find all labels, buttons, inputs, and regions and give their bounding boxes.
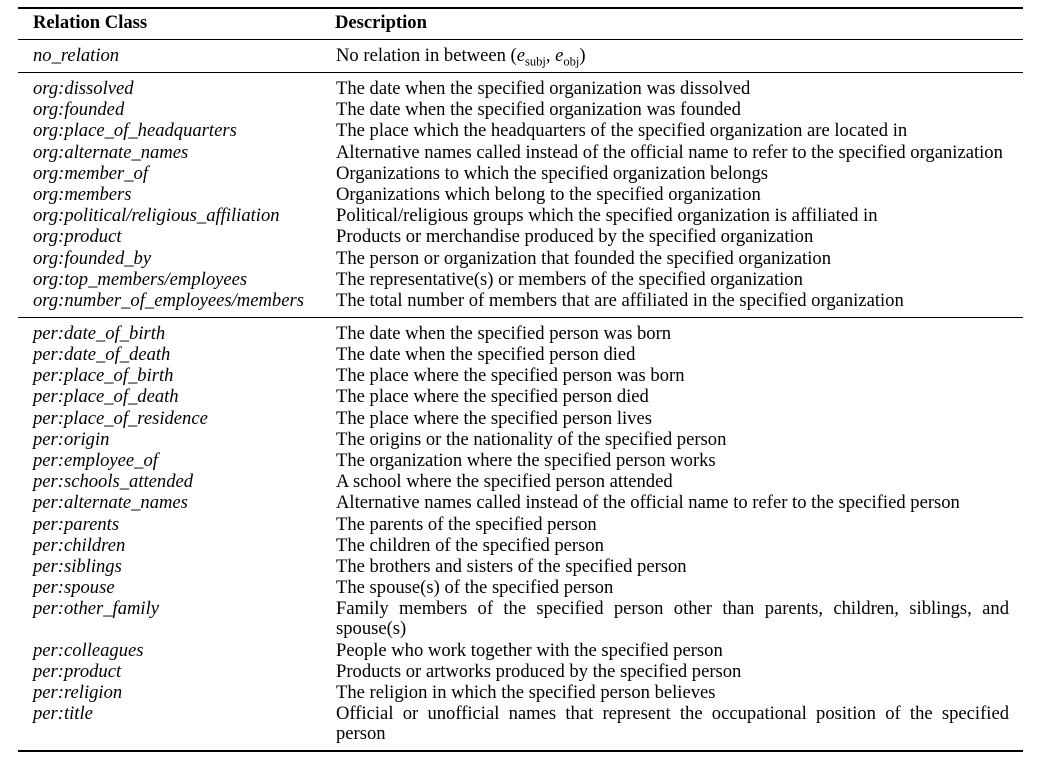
table-row xyxy=(18,429,1023,450)
relation-class-cell: per:religion xyxy=(33,681,123,703)
no-relation-section xyxy=(18,40,1023,73)
relation-class-cell: org:member_of xyxy=(33,162,148,184)
entity-variable: e xyxy=(555,45,564,66)
relation-class-cell: org:political/religious_affiliation xyxy=(33,205,280,227)
relation-class-cell: org:alternate_names xyxy=(33,141,189,163)
table-row xyxy=(18,344,1023,365)
description-cell: The date when the specified organization was founded xyxy=(336,99,741,121)
table-row xyxy=(18,40,1023,73)
description-cell: Alternative names called instead of the official name to refer to the specified person xyxy=(336,492,960,514)
relation-class-cell: per:colleagues xyxy=(33,639,144,661)
relation-class-cell: per:spouse xyxy=(33,577,115,599)
description-cell: The date when the specified person was born xyxy=(336,322,672,344)
relation-class-cell: per:children xyxy=(33,534,126,556)
relation-class-cell: per:date_of_birth xyxy=(33,322,166,344)
relation-class-cell: per:date_of_death xyxy=(33,344,171,366)
table-row xyxy=(18,578,1023,599)
table-row xyxy=(18,387,1023,408)
description-text: , xyxy=(545,45,556,66)
description-cell: The representative(s) or members of the specified organization xyxy=(336,268,803,290)
table-row xyxy=(18,472,1023,493)
header-description: Description xyxy=(335,12,427,33)
description-cell: People who work together with the specified person xyxy=(336,639,723,661)
table-row xyxy=(18,290,1023,317)
table-row xyxy=(18,703,1023,751)
description-cell: The place where the specified person lives xyxy=(336,407,652,429)
relation-class-cell: per:place_of_death xyxy=(33,386,179,408)
table-row xyxy=(18,682,1023,703)
table-row xyxy=(18,450,1023,471)
relation-class-cell: per:origin xyxy=(33,428,110,450)
description-cell: Products or artworks produced by the specified person xyxy=(336,660,742,682)
relation-class-cell: org:dissolved xyxy=(33,78,134,99)
description-cell: The religion in which the specified person believes xyxy=(336,681,716,703)
description-cell: Family members of the specified person other than parents, children, siblings, and spouse(s) xyxy=(336,598,1009,640)
table-row xyxy=(18,640,1023,661)
description-cell: The organization where the specified person works xyxy=(336,450,716,471)
relation-class-cell: per:schools_attended xyxy=(33,471,194,493)
table-row xyxy=(18,514,1023,535)
description-cell: A school where the specified person attended xyxy=(336,471,673,493)
relation-class-cell: per:other_family xyxy=(33,598,159,620)
table-row xyxy=(18,248,1023,269)
table-row xyxy=(18,100,1023,121)
relation-class-cell: org:product xyxy=(33,226,122,248)
table-row xyxy=(18,73,1023,100)
description-cell: Organizations which belong to the specified organization xyxy=(336,183,761,205)
org-section xyxy=(18,73,1023,318)
relation-class-cell: org:founded xyxy=(33,99,125,121)
table-row xyxy=(18,599,1023,640)
description-cell: Organizations to which the specified organization belongs xyxy=(336,162,769,184)
description-cell: Political/religious groups which the specified organization is affiliated in xyxy=(336,205,878,227)
relation-class-cell: per:place_of_birth xyxy=(33,365,174,387)
table-row xyxy=(18,366,1023,387)
relation-class-cell: org:place_of_headquarters xyxy=(33,120,237,142)
header-relation-class: Relation Class xyxy=(33,12,148,33)
description-cell: The place which the headquarters of the specified organization are located in xyxy=(336,120,908,142)
table-row xyxy=(18,184,1023,205)
table-row xyxy=(18,163,1023,184)
table-row xyxy=(18,206,1023,227)
relation-class-table xyxy=(18,7,1023,752)
table-row xyxy=(18,408,1023,429)
entity-subscript: subj xyxy=(524,54,546,69)
description-cell: Official or unofficial names that represent the occupational position of the specified person xyxy=(336,703,1009,745)
description-cell: The date when the specified organization was dissolved xyxy=(336,78,751,99)
relation-class-cell: org:members xyxy=(33,183,132,205)
table-row xyxy=(18,535,1023,556)
table-header xyxy=(18,8,1023,40)
table-row xyxy=(18,269,1023,290)
description-cell: The children of the specified person xyxy=(336,534,604,556)
table-row xyxy=(18,227,1023,248)
table-row xyxy=(18,661,1023,682)
per-section xyxy=(18,317,1023,751)
table-row xyxy=(18,317,1023,344)
relation-class-cell: no_relation xyxy=(33,45,120,66)
description-cell: The brothers and sisters of the specified person xyxy=(336,555,687,577)
relation-class-cell: org:top_members/employees xyxy=(33,268,248,290)
relation-class-cell: per:product xyxy=(33,660,122,682)
description-cell: Alternative names called instead of the official name to refer to the specified organization xyxy=(336,141,1003,163)
relation-class-cell: org:founded_by xyxy=(33,247,152,269)
description-cell: The parents of the specified person xyxy=(336,513,597,535)
table-row xyxy=(18,142,1023,163)
table-row xyxy=(18,556,1023,577)
relation-class-cell: per:siblings xyxy=(33,555,122,577)
relation-class-cell: per:place_of_residence xyxy=(33,407,208,429)
relation-class-cell: per:title xyxy=(33,703,93,725)
description-cell: The origins or the nationality of the specified person xyxy=(336,428,727,450)
table-row xyxy=(18,493,1023,514)
description-text: No relation in between ( xyxy=(336,45,517,66)
description-cell: Products or merchandise produced by the specified organization xyxy=(336,226,814,248)
description-cell: The date when the specified person died xyxy=(336,344,636,366)
description-cell: The place where the specified person was born xyxy=(336,365,685,387)
table-row xyxy=(18,121,1023,142)
description-cell: The place where the specified person died xyxy=(336,386,649,408)
entity-variable: e xyxy=(516,45,525,66)
description-cell: The total number of members that are affiliated in the specified organization xyxy=(336,289,904,311)
header-row xyxy=(18,8,1023,40)
description-cell: The spouse(s) of the specified person xyxy=(336,577,614,599)
entity-subscript: obj xyxy=(563,54,580,69)
relation-class-cell: org:number_of_employees/members xyxy=(33,289,304,311)
description-text: ) xyxy=(579,45,586,66)
relation-class-cell: per:alternate_names xyxy=(33,492,188,514)
description-cell xyxy=(335,40,1023,73)
relation-class-cell: per:parents xyxy=(33,513,120,535)
description-cell: The person or organization that founded the specified organization xyxy=(336,247,831,269)
relation-class-cell: per:employee_of xyxy=(33,450,158,471)
